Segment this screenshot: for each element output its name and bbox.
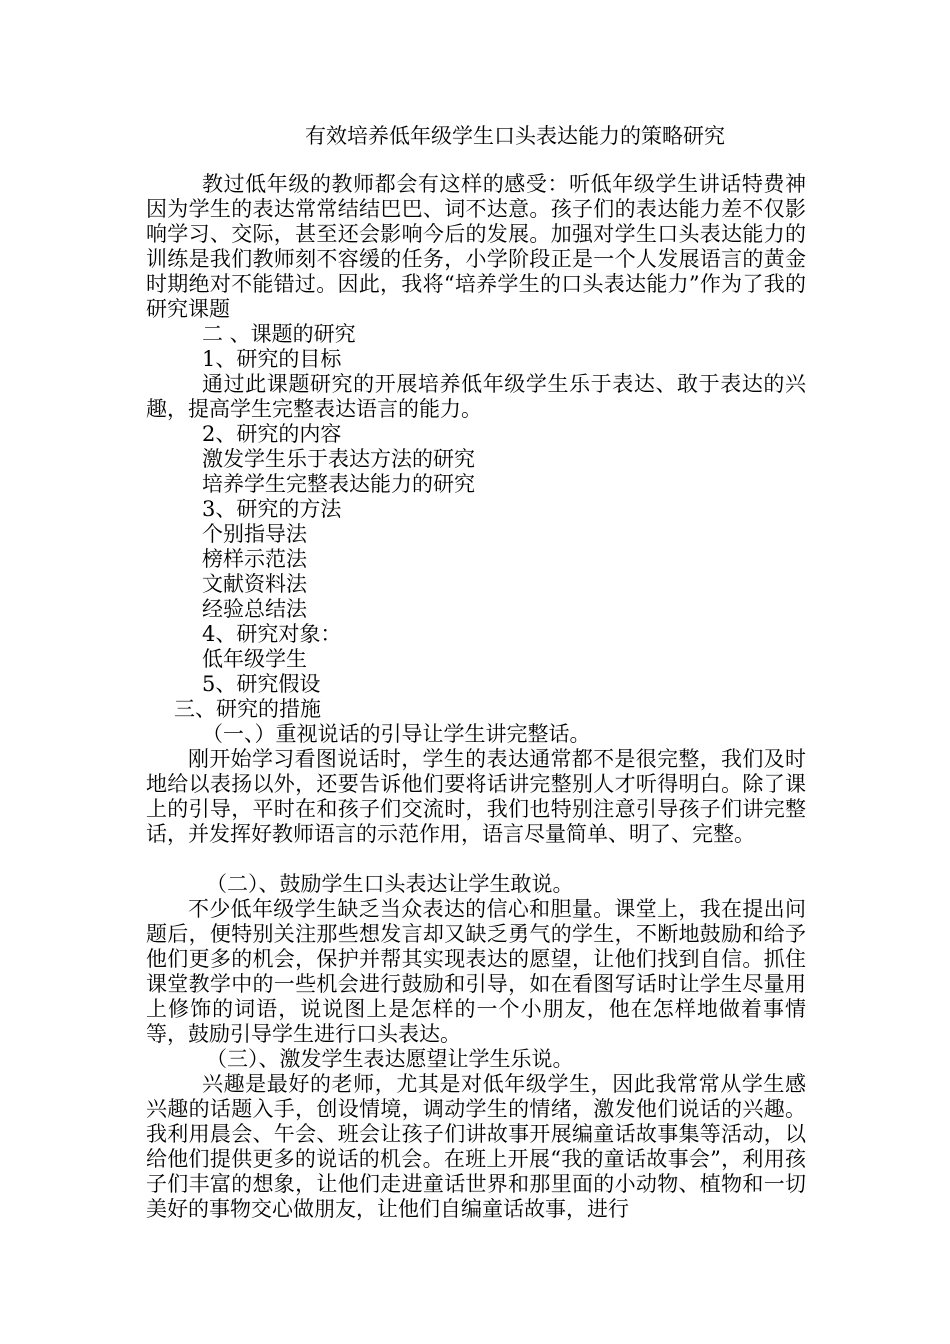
method-item: 文献资料法 [202,572,307,596]
measure-paragraph: 兴趣是最好的老师，尤其是对低年级学生，因此我常常从学生感兴趣的话题入手，创设情境，调动学生的情绪，激发他们说话的兴趣。我利用晨会、午会、班会让孩子们讲故事开展编童话故事集等活动，以给他们提供更多的说话的机会。在班上开展“我的童话故事会”，利用孩子们丰富的想象，让他们走进童话世界和那里面的小动物、植物和一切美好的事物交心做朋友，让他们自编童话故事，进行 [146,1072,806,1221]
content-heading: 2、研究的内容 [202,422,342,446]
measure-heading: （二）、鼓励学生口头表达让学生敢说。 [206,872,574,896]
document-body [146,172,806,1222]
hypothesis-heading: 5、研究假设 [202,672,321,696]
goal-heading: 1、研究的目标 [202,347,342,371]
method-item: 榜样示范法 [202,547,307,571]
goal-paragraph: 通过此课题研究的开展培养低年级学生乐于表达、敢于表达的兴趣，提高学生完整表达语言的能力。 [146,372,806,421]
section-heading-measures: 三、研究的措施 [174,697,321,721]
object-heading: 4、研究对象： [202,622,342,646]
intro-paragraph: 教过低年级的教师都会有这样的感受：听低年级学生讲话特费神因为学生的表达常常结结巴巴、词不达意。孩子们的表达能力差不仅影响学习、交际，甚至还会影响今后的发展。加强对学生口头表达能力的训练是我们教师刻不容缓的任务，小学阶段正是一个人发展语言的黄金时期绝对不能错过。因此，我将“培养学生的口头表达能力”作为了我的研究课题 [146,172,806,321]
object-text: 低年级学生 [202,647,307,671]
content-item: 激发学生乐于表达方法的研究 [202,447,475,471]
measure-paragraph: 不少低年级学生缺乏当众表达的信心和胆量。课堂上，我在提出问题后，便特别关注那些想发言却又缺乏勇气的学生，不断地鼓励和给予他们更多的机会，保护并帮其实现表达的愿望，让他们找到自信。抓住课堂教学中的一些机会进行鼓励和引导，如在看图写话时让学生尽量用上修饰的词语，说说图上是怎样的一个小朋友，他在怎样地做着事情等，鼓励引导学生进行口头表达。 [146,897,806,1046]
measure-paragraph: 刚开始学习看图说话时，学生的表达通常都不是很完整，我们及时地给以表扬以外，还要告诉他们要将话讲完整别人才听得明白。除了课上的引导，平时在和孩子们交流时，我们也特别注意引导孩子们讲完整话，并发挥好教师语言的示范作用，语言尽量简单、明了、完整。 [146,747,806,846]
measure-heading: （一、）重视说话的引导让学生讲完整话。 [202,722,591,746]
method-item: 个别指导法 [202,522,307,546]
method-heading: 3、研究的方法 [202,497,342,521]
document-title: 有效培养低年级学生口头表达能力的策略研究 [305,124,725,148]
method-item: 经验总结法 [202,597,307,621]
content-item: 培养学生完整表达能力的研究 [202,472,475,496]
measure-heading: （三）、激发学生表达愿望让学生乐说。 [206,1047,574,1071]
paragraph-spacer [146,847,806,872]
section-heading-research: 二 、课题的研究 [202,322,356,346]
